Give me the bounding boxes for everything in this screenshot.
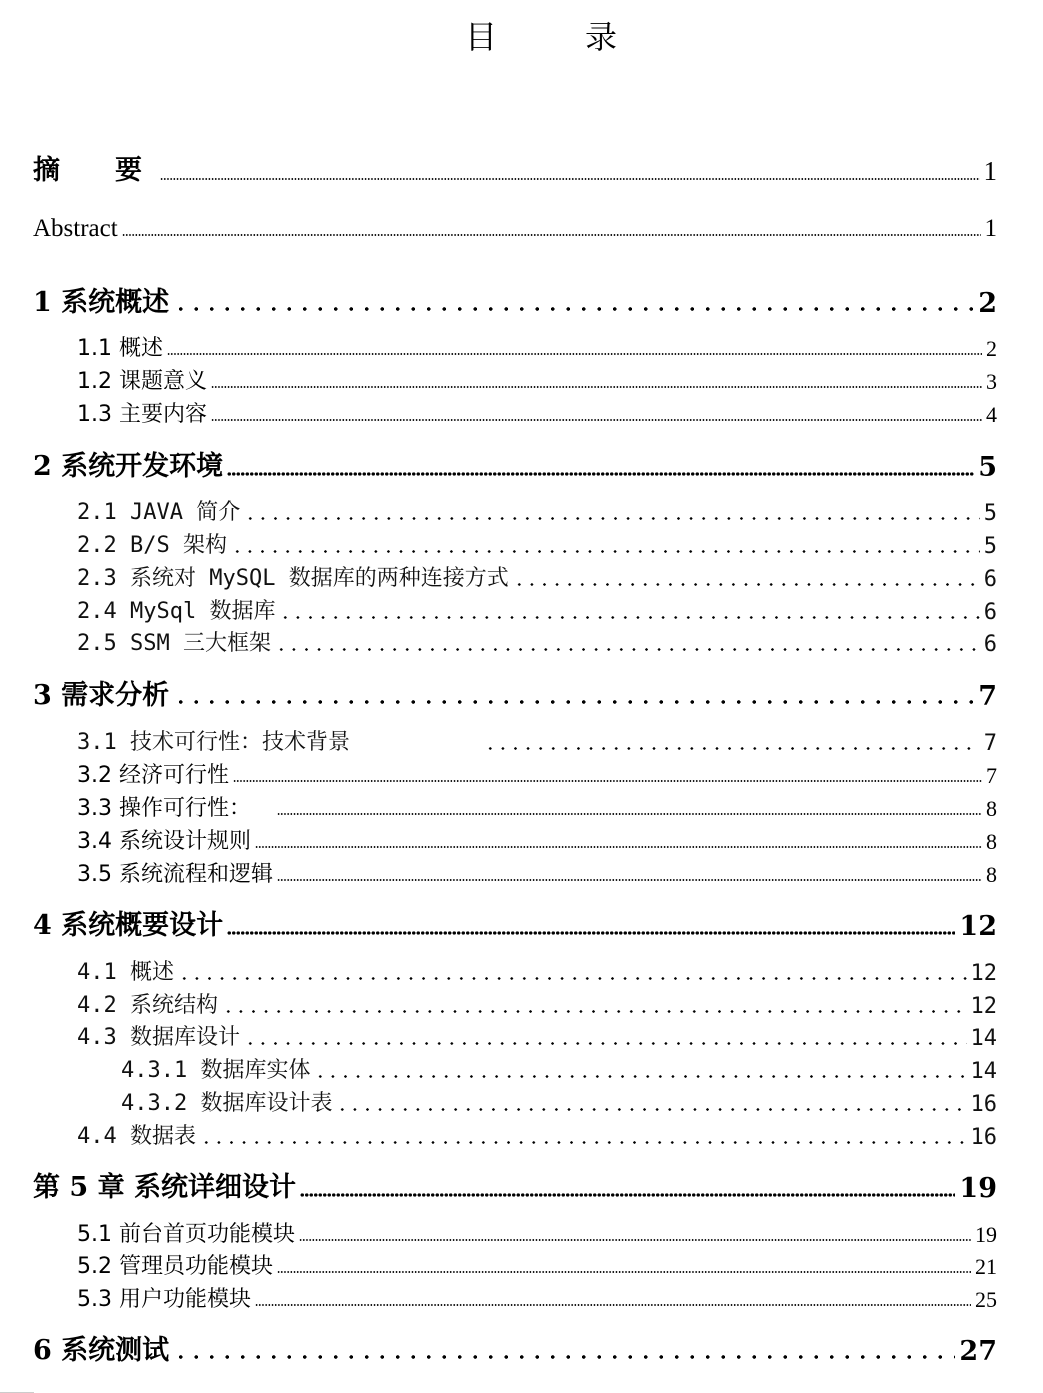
toc-entry-text: 4.4 数据表 bbox=[77, 1124, 196, 1149]
toc-page-number: 12 bbox=[959, 911, 997, 942]
toc-leader bbox=[314, 1075, 966, 1078]
toc-leader bbox=[277, 1271, 971, 1273]
toc-entry-4-3-2[interactable] bbox=[121, 1086, 997, 1117]
toc-page-number: 19 bbox=[959, 1173, 997, 1204]
toc-entry-text: 5.3 用户功能模块 bbox=[77, 1287, 251, 1312]
toc-entry-text: 2 系统开发环境 bbox=[33, 451, 224, 482]
toc-leader bbox=[200, 1141, 967, 1144]
toc-page-number: 8 bbox=[986, 796, 997, 821]
toc-entry-text: 2.2 B/S 架构 bbox=[77, 533, 227, 558]
toc-entry-2-2[interactable] bbox=[77, 528, 997, 559]
toc-entry-text: 2.4 MySql 数据库 bbox=[77, 599, 276, 624]
toc-entry-text: 1.2 课题意义 bbox=[77, 369, 207, 394]
toc-entry-text: 3.5 系统流程和逻辑 bbox=[77, 862, 273, 887]
toc-entry-text: 2.3 系统对 MySQL 数据库的两种连接方式 bbox=[77, 566, 509, 591]
toc-entry-4-4[interactable] bbox=[77, 1119, 997, 1150]
toc-entry-text: 3 需求分析 bbox=[33, 680, 170, 711]
toc-leader bbox=[231, 550, 980, 553]
toc-leader bbox=[211, 419, 982, 421]
toc-leader bbox=[484, 747, 980, 750]
toc-page-number: 21 bbox=[975, 1254, 997, 1279]
toc-entry-chapter-5[interactable] bbox=[33, 1165, 997, 1204]
toc-page-number: 1 bbox=[984, 215, 997, 242]
toc-entry-text: 4.2 系统结构 bbox=[77, 993, 218, 1018]
toc-leader bbox=[299, 1239, 971, 1241]
toc-entry-chapter-4[interactable] bbox=[33, 903, 997, 942]
toc-leader bbox=[173, 307, 974, 311]
toc-leader bbox=[255, 1304, 971, 1306]
toc-entry-chapter-3[interactable] bbox=[33, 673, 997, 712]
toc-entry-3-4[interactable] bbox=[77, 824, 997, 855]
toc-entry-text: 3.1 技术可行性：技术背景 bbox=[77, 730, 350, 755]
toc-entry-text: 2.1 JAVA 简介 bbox=[77, 500, 241, 525]
toc-entry-1-3[interactable] bbox=[77, 397, 997, 428]
toc-leader bbox=[211, 386, 982, 388]
toc-page-number: 25 bbox=[975, 1287, 997, 1312]
toc-page-number: 5 bbox=[978, 452, 997, 483]
toc-page-number: 12 bbox=[970, 961, 997, 986]
toc-leader bbox=[222, 1010, 967, 1013]
toc-leader bbox=[160, 178, 980, 180]
toc-page-number: 14 bbox=[970, 1026, 997, 1051]
toc-title: 目 录 bbox=[464, 18, 645, 56]
toc-entry-chapter-6[interactable] bbox=[33, 1328, 997, 1367]
toc-leader bbox=[513, 583, 980, 586]
toc-entry-text: 3.4 系统设计规则 bbox=[77, 829, 251, 854]
toc-entry-text: 第 5 章 系统详细设计 bbox=[33, 1172, 296, 1203]
toc-page-number: 4 bbox=[986, 402, 997, 427]
toc-entry-1-2[interactable] bbox=[77, 364, 997, 395]
toc-leader bbox=[227, 472, 974, 476]
toc-entry-2-5[interactable] bbox=[77, 626, 997, 657]
toc-entry-4-1[interactable] bbox=[77, 955, 997, 986]
toc-leader bbox=[279, 616, 979, 619]
toc-leader bbox=[173, 1355, 955, 1359]
toc-entry-text: 2.5 SSM 三大框架 bbox=[77, 631, 271, 656]
toc-leader bbox=[277, 879, 982, 881]
toc-entry-text: 4 系统概要设计 bbox=[33, 910, 224, 941]
toc-page-number: 6 bbox=[983, 567, 997, 592]
toc-entry-text: 3.2 经济可行性 bbox=[77, 763, 229, 788]
toc-entry-4-2[interactable] bbox=[77, 988, 997, 1019]
toc-page-number: 6 bbox=[983, 632, 997, 657]
toc-page-number: 7 bbox=[986, 763, 997, 788]
toc-entry-1-1[interactable] bbox=[77, 331, 997, 362]
toc-entry-5-1[interactable] bbox=[77, 1217, 997, 1248]
toc-leader bbox=[233, 780, 982, 782]
toc-entry-4-3[interactable] bbox=[77, 1020, 997, 1051]
toc-entry-text: 3.3 操作可行性： bbox=[77, 796, 251, 821]
toc-leader bbox=[178, 977, 967, 980]
toc-leader bbox=[167, 353, 982, 355]
toc-page-number: 5 bbox=[983, 501, 997, 526]
toc-leader bbox=[277, 813, 982, 815]
toc-page-number: 16 bbox=[970, 1125, 997, 1150]
toc-entry-4-3-1[interactable] bbox=[121, 1053, 997, 1084]
toc-entry-text: 1.3 主要内容 bbox=[77, 402, 207, 427]
toc-leader bbox=[275, 648, 980, 651]
toc-page-number: 2 bbox=[986, 336, 997, 361]
toc-leader bbox=[173, 700, 974, 704]
toc-entry-3-1[interactable] bbox=[77, 725, 997, 756]
toc-page-number: 12 bbox=[970, 994, 997, 1019]
toc-leader bbox=[336, 1108, 966, 1111]
toc-leader bbox=[227, 931, 955, 935]
toc-page-number: 7 bbox=[978, 681, 997, 712]
toc-entry-text: Abstract bbox=[33, 215, 118, 242]
toc-entry-text: 4.3.1 数据库实体 bbox=[121, 1058, 311, 1083]
toc-page-number: 19 bbox=[975, 1222, 997, 1247]
toc-page-number: 14 bbox=[970, 1059, 997, 1084]
toc-page-number: 8 bbox=[986, 862, 997, 887]
toc-page-number: 7 bbox=[983, 731, 997, 756]
toc-entry-text: 5.2 管理员功能模块 bbox=[77, 1254, 273, 1279]
toc-page-number: 3 bbox=[986, 369, 997, 394]
toc-entry-text: 5.1 前台首页功能模块 bbox=[77, 1222, 295, 1247]
toc-page-number: 5 bbox=[983, 534, 997, 559]
toc-leader bbox=[255, 846, 982, 848]
toc-page-number: 1 bbox=[983, 156, 997, 186]
toc-entry-text: 4.1 概述 bbox=[77, 960, 174, 985]
toc-entry-5-3[interactable] bbox=[77, 1282, 997, 1313]
toc-entry-text: 4.3 数据库设计 bbox=[77, 1025, 240, 1050]
toc-leader bbox=[244, 517, 980, 520]
toc-page-number: 27 bbox=[959, 1336, 997, 1367]
toc-leader bbox=[244, 1042, 967, 1045]
toc-entry-text: 1 系统概述 bbox=[33, 287, 170, 318]
toc-entry-abstract-cn[interactable] bbox=[33, 148, 997, 187]
toc-entry-5-2[interactable] bbox=[77, 1249, 997, 1280]
toc-entry-2-3[interactable] bbox=[77, 561, 997, 592]
toc-entry-2-1[interactable] bbox=[77, 495, 997, 526]
toc-entry-chapter-2[interactable] bbox=[33, 444, 997, 483]
toc-entry-3-5[interactable] bbox=[77, 857, 997, 888]
toc-entry-text: 4.3.2 数据库设计表 bbox=[121, 1091, 333, 1116]
toc-entry-chapter-1[interactable] bbox=[33, 280, 997, 319]
toc-entry-3-3[interactable] bbox=[77, 791, 997, 822]
toc-page-number: 6 bbox=[983, 600, 997, 625]
toc-page-number: 8 bbox=[986, 829, 997, 854]
toc-entry-text: 摘 要 bbox=[33, 155, 156, 186]
toc-entry-3-2[interactable] bbox=[77, 758, 997, 789]
toc-entry-abstract-en[interactable] bbox=[33, 215, 997, 243]
toc-page-number: 2 bbox=[978, 288, 997, 319]
toc-leader bbox=[122, 234, 981, 236]
toc-entry-text: 1.1 概述 bbox=[77, 336, 163, 361]
toc-entry-2-4[interactable] bbox=[77, 594, 997, 625]
toc-entry-text: 6 系统测试 bbox=[33, 1335, 170, 1366]
toc-page-number: 16 bbox=[970, 1092, 997, 1117]
toc-leader bbox=[300, 1193, 955, 1197]
